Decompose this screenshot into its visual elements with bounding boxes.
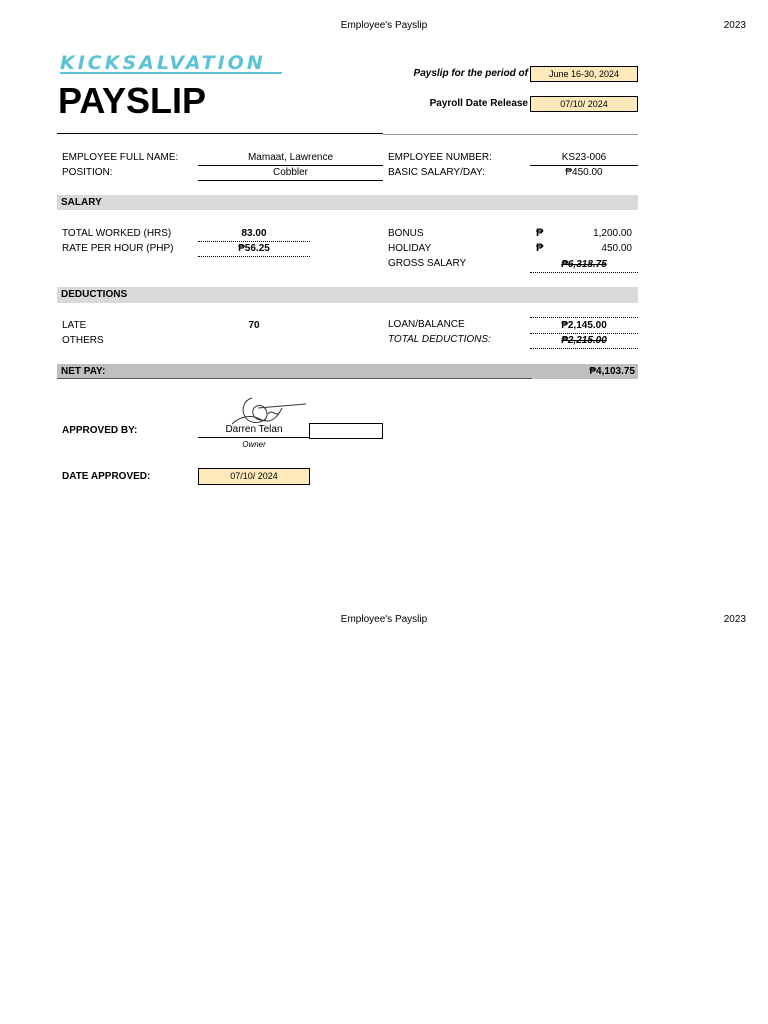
deductions-section-header: DEDUCTIONS [57, 287, 638, 303]
signature-image [222, 394, 312, 428]
gross-salary-value: ₱6,318.75 [530, 259, 638, 273]
date-approved-label: DATE APPROVED: [62, 471, 151, 482]
divider-light [383, 134, 638, 135]
late-value: 70 [248, 320, 260, 331]
basic-salary-value: ₱450.00 [565, 167, 603, 178]
others-label: OTHERS [62, 335, 104, 346]
rate-label: RATE PER HOUR (PHP) [62, 243, 174, 254]
bonus-value: 1,200.00 [593, 228, 632, 239]
loan-value: ₱2,145.00 [530, 320, 638, 334]
period-field[interactable]: June 16-30, 2024 [530, 66, 638, 82]
employee-name-label: EMPLOYEE FULL NAME: [62, 152, 179, 163]
approver-name: Darren Telan [198, 424, 310, 438]
total-deductions-label: TOTAL DEDUCTIONS: [388, 334, 491, 345]
position-label: POSITION: [62, 167, 113, 178]
hours-label: TOTAL WORKED (HRS) [62, 228, 172, 239]
gross-salary-label: GROSS SALARY [388, 258, 467, 269]
employee-number-label: EMPLOYEE NUMBER: [388, 152, 492, 163]
release-date-field[interactable]: 07/10/ 2024 [530, 96, 638, 112]
approval-box[interactable] [309, 423, 383, 439]
late-label: LATE [62, 320, 87, 331]
holiday-currency: ₱ [536, 242, 544, 254]
page-header-year: 2023 [723, 20, 746, 31]
holiday-label: HOLIDAY [388, 243, 432, 254]
bonus-currency: ₱ [536, 227, 544, 239]
divider-dark [57, 133, 383, 134]
salary-section-header: SALARY [57, 195, 638, 210]
approver-role: Owner [242, 440, 266, 449]
rate-value: ₱56.25 [198, 243, 310, 257]
holiday-value: 450.00 [601, 243, 632, 254]
loan-label: LOAN/BALANCE [388, 319, 465, 330]
page-footer-year: 2023 [723, 614, 746, 625]
bonus-label: BONUS [388, 228, 424, 239]
employee-name-value: Mamaat, Lawrence [198, 152, 383, 166]
hours-value: 83.00 [198, 228, 310, 242]
position-value: Cobbler [198, 167, 383, 181]
basic-salary-label: BASIC SALARY/DAY: [388, 167, 485, 178]
date-approved-field[interactable]: 07/10/ 2024 [198, 468, 310, 485]
page-header-title: Employee's Payslip [340, 20, 428, 31]
release-label: Payroll Date Release [429, 98, 528, 109]
net-pay-value: ₱4,103.75 [532, 364, 638, 379]
page-footer-title: Employee's Payslip [340, 614, 428, 625]
total-deductions-value: ₱2,215.00 [530, 335, 638, 349]
employee-number-value: KS23-006 [530, 152, 638, 166]
doc-title: PAYSLIP [58, 80, 207, 121]
company-logo: KICKSALVATION [60, 52, 282, 74]
net-pay-label: NET PAY: [57, 364, 532, 379]
period-label: Payslip for the period of [413, 68, 528, 79]
approved-by-label: APPROVED BY: [62, 425, 138, 436]
